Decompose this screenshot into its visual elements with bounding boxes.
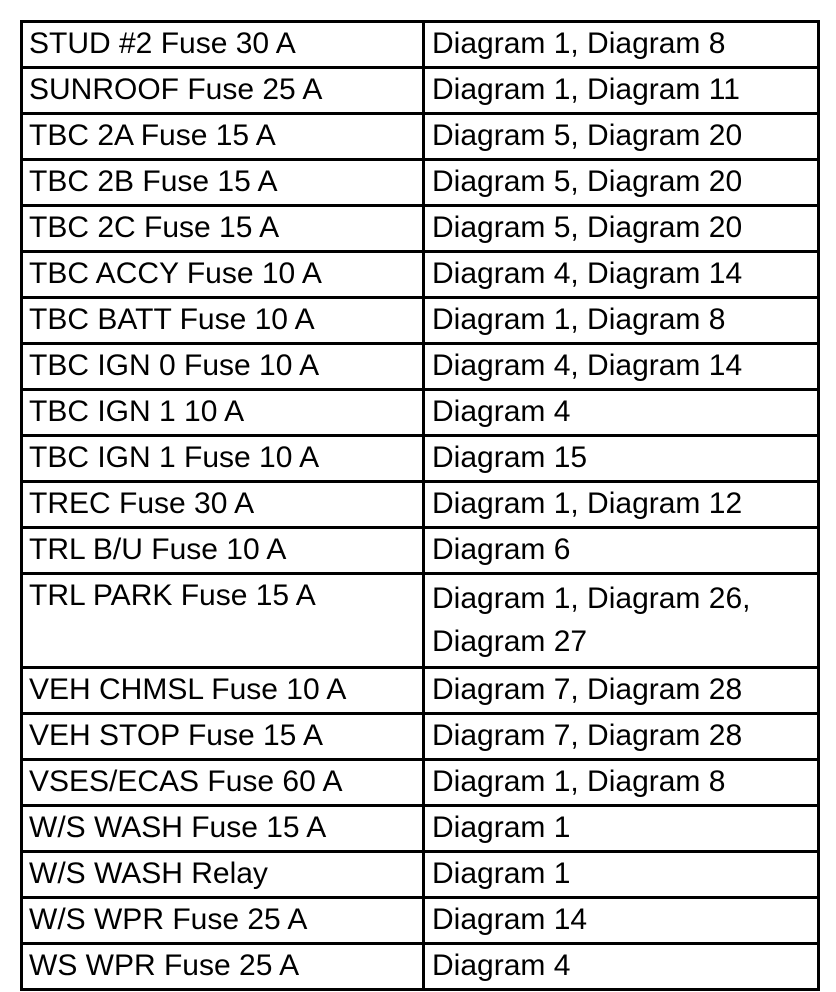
component-cell: TBC 2B Fuse 15 A xyxy=(22,160,424,206)
table-row xyxy=(22,668,819,714)
table-row xyxy=(22,114,819,160)
table-row xyxy=(22,298,819,344)
component-cell: TBC ACCY Fuse 10 A xyxy=(22,252,424,298)
table-row xyxy=(22,898,819,944)
component-cell: VSES/ECAS Fuse 60 A xyxy=(22,760,424,806)
table-row xyxy=(22,852,819,898)
component-cell: TRL PARK Fuse 15 A xyxy=(22,574,424,668)
diagram-cell: Diagram 4, Diagram 14 xyxy=(424,344,819,390)
component-cell: TBC IGN 0 Fuse 10 A xyxy=(22,344,424,390)
diagram-cell: Diagram 4, Diagram 14 xyxy=(424,252,819,298)
diagram-cell: Diagram 6 xyxy=(424,528,819,574)
component-cell: W/S WASH Fuse 15 A xyxy=(22,806,424,852)
table-row xyxy=(22,68,819,114)
component-cell: W/S WASH Relay xyxy=(22,852,424,898)
component-cell: TBC IGN 1 Fuse 10 A xyxy=(22,436,424,482)
table-row xyxy=(22,760,819,806)
table-row xyxy=(22,390,819,436)
component-cell: WS WPR Fuse 25 A xyxy=(22,944,424,990)
component-cell: SUNROOF Fuse 25 A xyxy=(22,68,424,114)
diagram-cell: Diagram 15 xyxy=(424,436,819,482)
component-cell: TBC BATT Fuse 10 A xyxy=(22,298,424,344)
component-cell: STUD #2 Fuse 30 A xyxy=(22,22,424,68)
component-cell: W/S WPR Fuse 25 A xyxy=(22,898,424,944)
diagram-cell: Diagram 1, Diagram 26, Diagram 27 xyxy=(424,574,819,668)
diagram-cell: Diagram 4 xyxy=(424,390,819,436)
table-row xyxy=(22,22,819,68)
diagram-cell: Diagram 5, Diagram 20 xyxy=(424,206,819,252)
diagram-cell: Diagram 1, Diagram 8 xyxy=(424,760,819,806)
component-cell: VEH STOP Fuse 15 A xyxy=(22,714,424,760)
table-row xyxy=(22,206,819,252)
component-cell: VEH CHMSL Fuse 10 A xyxy=(22,668,424,714)
table-row xyxy=(22,806,819,852)
diagram-cell: Diagram 5, Diagram 20 xyxy=(424,114,819,160)
diagram-cell: Diagram 1, Diagram 11 xyxy=(424,68,819,114)
diagram-cell: Diagram 7, Diagram 28 xyxy=(424,714,819,760)
component-cell: TREC Fuse 30 A xyxy=(22,482,424,528)
component-cell: TBC IGN 1 10 A xyxy=(22,390,424,436)
component-cell: TBC 2A Fuse 15 A xyxy=(22,114,424,160)
table-row xyxy=(22,252,819,298)
diagram-cell: Diagram 1, Diagram 8 xyxy=(424,298,819,344)
diagram-cell: Diagram 1 xyxy=(424,852,819,898)
table-body xyxy=(22,22,819,990)
table-row xyxy=(22,344,819,390)
table-row xyxy=(22,574,819,668)
diagram-cell: Diagram 5, Diagram 20 xyxy=(424,160,819,206)
table-row xyxy=(22,944,819,990)
diagram-cell: Diagram 1 xyxy=(424,806,819,852)
table-row xyxy=(22,160,819,206)
diagram-cell: Diagram 14 xyxy=(424,898,819,944)
table-row xyxy=(22,528,819,574)
diagram-cell: Diagram 7, Diagram 28 xyxy=(424,668,819,714)
table-row xyxy=(22,714,819,760)
diagram-cell: Diagram 4 xyxy=(424,944,819,990)
table-row xyxy=(22,482,819,528)
fuse-diagram-table xyxy=(20,20,820,991)
table-row xyxy=(22,436,819,482)
component-cell: TBC 2C Fuse 15 A xyxy=(22,206,424,252)
component-cell: TRL B/U Fuse 10 A xyxy=(22,528,424,574)
diagram-cell: Diagram 1, Diagram 12 xyxy=(424,482,819,528)
diagram-cell: Diagram 1, Diagram 8 xyxy=(424,22,819,68)
